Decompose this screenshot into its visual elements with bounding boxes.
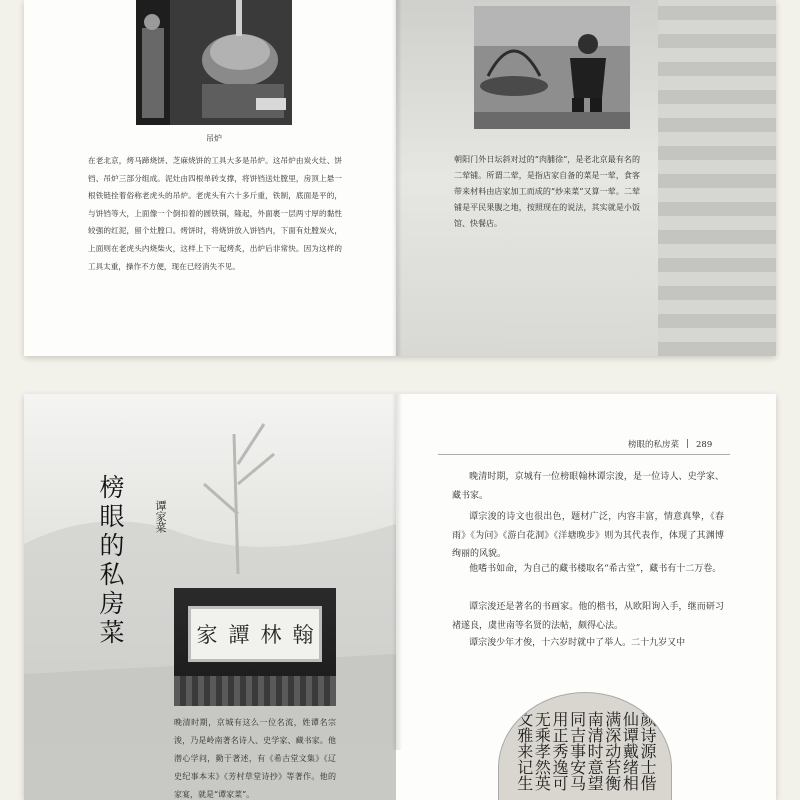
plaque-board — [188, 606, 322, 662]
fan-calligraphy-column: 满深动苔衡 — [602, 711, 622, 791]
fan-calligraphy-column: 无乘孝然英 — [532, 711, 552, 791]
stove-description-text: 在老北京，烤马蹄烧饼、芝麻烧饼的工具大多是吊炉。这吊炉由炭火灶、饼铛、吊炉三部分组成。泥灶由四根单砖支撑，将饼铛送灶膛里，房顶上悬一根铁链拴着俗称老虎头的吊炉。老虎头有六十多斤重，铁制，底面是平的，与饼铛等大，上面像一个倒扣着的圆铁锅，隆起，外面裹一层两寸厚的黏性较强的红泥，留个灶膛口。烤饼时，将烧饼放入饼铛内，下面有灶膛炭火，上面则在老虎头内烧柴火，这样上下一起烤炙，出炉后非常快。因为这样的工具太重，操作不方便，现在已经消失不见。 — [88, 156, 342, 271]
paragraph: 他嗜书如命，为自己的藏书楼取名“希古堂”，藏书有十二万卷。 — [469, 564, 722, 574]
tan-family-intro-text: 晚清时期，京城有这么一位名流，姓谭名宗浚，乃是岭南著名诗人、史学家、藏书家。他潜心学问，勤于著述，有《希古堂文集》《辽史纪事本末》《芳村草堂诗抄》等著作。他的家宴，就是“谭家菜”。 — [174, 718, 336, 799]
vendor-illustration — [474, 6, 630, 129]
plaque-char: 家 — [196, 623, 218, 647]
paragraph: 谭宗浚还是著名的书画家。他的楷书，从欧阳询入手，继而研习褚遂良，虞世南等名贤的法帖，颇得心法。 — [452, 602, 724, 631]
plaque-char: 翰 — [292, 623, 314, 647]
fan-calligraphy-column: 同吉事安马 — [567, 711, 587, 791]
hanlin-plaque-photo — [174, 588, 336, 706]
top-left-page — [24, 0, 396, 356]
chapter-title: 榜眼的私房菜 — [96, 474, 125, 648]
fan-calligraphy-column: 用正秀逸可 — [549, 711, 569, 791]
chapter-subtitle: 谭家菜 — [154, 500, 167, 533]
book-gutter — [392, 0, 402, 356]
plaque-char: 林 — [260, 623, 282, 647]
paragraph: 谭宗浚的诗文也很出色，题材广泛，内容丰富，情意真挚，《春雨》《为问》《游白花洞》《洋塘晚步》则为其代表作，体现了其渊博绚丽的风貌。 — [452, 512, 724, 559]
plaque-inscription — [191, 609, 319, 659]
bottom-book-spread — [24, 394, 776, 800]
stove-illustration — [136, 0, 292, 125]
page-number: 289 — [696, 440, 713, 450]
fan-calligraphy-column: 南清时意望 — [585, 711, 605, 791]
plaque-char: 譚 — [228, 623, 250, 647]
calligraphy-fan-image — [498, 692, 672, 800]
fan-calligraphy-column: 文雅来记生 — [514, 711, 534, 791]
paragraph: 谭宗浚少年才俊，十六岁时就中了举人。二十九岁又中 — [469, 638, 686, 648]
carved-panel-decoration — [658, 0, 776, 356]
hanging-stove-photo — [136, 0, 292, 125]
fan-calligraphy-column: 颜诗源士偕 — [637, 711, 657, 791]
photo-caption: 吊炉 — [206, 134, 222, 143]
carved-lintel-decoration — [174, 676, 336, 706]
bottom-left-page — [24, 394, 396, 800]
fan-calligraphy — [515, 711, 655, 800]
vendor-description-text: 朝阳门外日坛斜对过的“肉脯徐”，是老北京最有名的二荤铺。所谓二荤，是指店家自备的菜是一荤，食客带来材料由店家加工而成的“炒来菜”又算一荤。二荤铺是平民果腹之地，按照现在的说法，其实就是小饭馆、快餐店。 — [454, 155, 640, 228]
paragraph: 晚清时期，京城有一位榜眼翰林谭宗浚，是一位诗人、史学家、藏书家。 — [452, 472, 724, 501]
book-gutter — [392, 394, 402, 750]
running-head-title: 榜眼的私房菜 — [628, 440, 680, 450]
running-head-divider — [687, 439, 688, 448]
fan-calligraphy-column: 仙谭戴绪相 — [620, 711, 640, 791]
street-vendor-photo — [474, 6, 630, 129]
top-book-spread — [24, 0, 776, 356]
top-right-page — [396, 0, 776, 356]
running-head — [628, 438, 712, 450]
bottom-right-page — [396, 394, 776, 800]
header-rule — [438, 454, 730, 455]
